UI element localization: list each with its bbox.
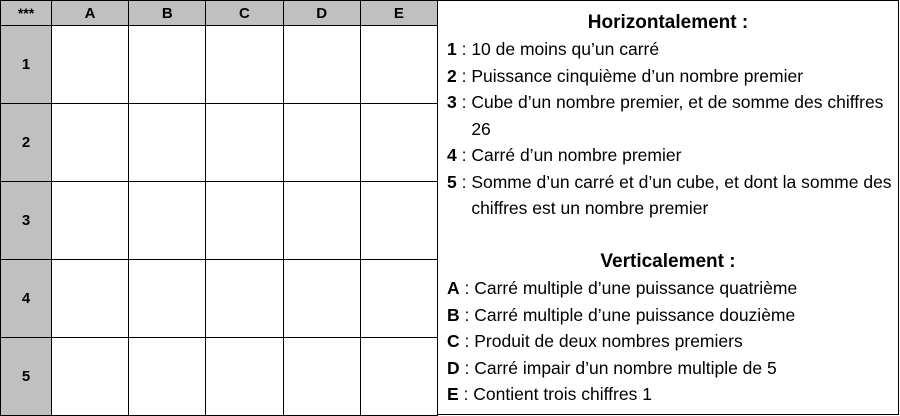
clue-text: Cube d’un nombre premier, et de somme des chiffres 26 bbox=[471, 92, 884, 139]
clue-number: 2 bbox=[447, 65, 457, 86]
row-header: 5 bbox=[1, 338, 52, 416]
grid-row bbox=[1, 338, 438, 416]
grid-cell[interactable] bbox=[283, 26, 360, 104]
clue-number: 1 bbox=[447, 39, 457, 59]
grid-row bbox=[1, 26, 438, 104]
grid-cell[interactable] bbox=[206, 260, 283, 338]
grid-cell[interactable] bbox=[129, 182, 206, 260]
column-header-d: D bbox=[283, 1, 360, 26]
clue-separator: : bbox=[456, 171, 472, 192]
clue-item bbox=[447, 381, 892, 408]
clue-number: E bbox=[447, 384, 459, 404]
clue-separator: : bbox=[456, 92, 472, 112]
clue-number: 5 bbox=[447, 171, 457, 192]
row-header: 3 bbox=[1, 182, 52, 260]
clue-separator: : bbox=[458, 384, 474, 404]
vertical-clues-list bbox=[447, 275, 892, 408]
grid-cell[interactable] bbox=[52, 260, 129, 338]
grid-cell[interactable] bbox=[283, 260, 360, 338]
column-header-b: B bbox=[129, 1, 206, 26]
grid-cell[interactable] bbox=[283, 182, 360, 260]
grid-cell[interactable] bbox=[360, 260, 437, 338]
clue-text: Carré multiple d’une puissance douzième bbox=[474, 304, 796, 325]
column-header-e: E bbox=[360, 1, 437, 26]
row-header: 1 bbox=[1, 26, 52, 104]
clue-text: Somme d’un carré et d’un cube, et dont la somme des chiffres est un nombre premier bbox=[471, 171, 892, 218]
clue-number: 3 bbox=[447, 92, 457, 112]
clue-separator: : bbox=[456, 65, 472, 86]
clue-item bbox=[447, 302, 892, 329]
horizontal-clues-title: Horizontalement : bbox=[587, 12, 749, 33]
crossnumber-grid bbox=[0, 0, 438, 416]
clue-separator: : bbox=[459, 331, 475, 351]
column-header-row bbox=[1, 1, 438, 26]
column-header-c: C bbox=[206, 1, 283, 26]
grid-cell[interactable] bbox=[52, 26, 129, 104]
grid-cell[interactable] bbox=[360, 338, 437, 416]
grid-cell[interactable] bbox=[206, 338, 283, 416]
horizontal-clues-list bbox=[447, 36, 892, 222]
vertical-clues-title: Verticalement : bbox=[600, 251, 736, 272]
clue-separator: : bbox=[459, 357, 475, 378]
clue-item bbox=[447, 169, 892, 222]
clue-number: A bbox=[447, 278, 460, 298]
clue-separator: : bbox=[459, 304, 475, 325]
clue-item bbox=[447, 89, 892, 142]
clue-separator: : bbox=[456, 145, 472, 165]
row-header: 4 bbox=[1, 260, 52, 338]
grid-row bbox=[1, 260, 438, 338]
grid-cell[interactable] bbox=[206, 26, 283, 104]
grid-cell[interactable] bbox=[206, 104, 283, 182]
clue-text: 10 de moins qu’un carré bbox=[471, 39, 660, 59]
clue-separator: : bbox=[459, 278, 475, 298]
grid-cell[interactable] bbox=[52, 104, 129, 182]
clue-item bbox=[447, 328, 892, 355]
row-header: 2 bbox=[1, 104, 52, 182]
clue-number: B bbox=[447, 304, 460, 325]
clue-item bbox=[447, 36, 892, 63]
grid-cell[interactable] bbox=[360, 26, 437, 104]
clue-text: Contient trois chiffres 1 bbox=[473, 384, 652, 404]
grid-corner: *** bbox=[1, 1, 52, 26]
clue-item bbox=[447, 142, 892, 169]
grid-cell[interactable] bbox=[360, 182, 437, 260]
clue-text: Carré impair d’un nombre multiple de 5 bbox=[474, 357, 777, 378]
clue-text: Carré d’un nombre premier bbox=[471, 145, 682, 165]
clue-text: Carré multiple d’une puissance quatrième bbox=[474, 278, 798, 298]
clues-panel bbox=[437, 0, 899, 415]
grid-cell[interactable] bbox=[129, 260, 206, 338]
clue-separator: : bbox=[456, 39, 472, 59]
clue-number: 4 bbox=[447, 145, 457, 165]
grid-cell[interactable] bbox=[283, 104, 360, 182]
grid-row bbox=[1, 182, 438, 260]
grid-cell[interactable] bbox=[52, 338, 129, 416]
clue-item bbox=[447, 63, 892, 90]
grid-cell[interactable] bbox=[129, 104, 206, 182]
clue-number: C bbox=[447, 331, 460, 351]
grid-row bbox=[1, 104, 438, 182]
clue-number: D bbox=[447, 357, 460, 378]
column-header-a: A bbox=[52, 1, 129, 26]
grid-cell[interactable] bbox=[129, 26, 206, 104]
clue-item bbox=[447, 355, 892, 382]
clue-text: Puissance cinquième d’un nombre premier bbox=[471, 65, 804, 86]
grid-cell[interactable] bbox=[206, 182, 283, 260]
clue-text: Produit de deux nombres premiers bbox=[474, 331, 743, 351]
grid-cell[interactable] bbox=[283, 338, 360, 416]
grid-cell[interactable] bbox=[360, 104, 437, 182]
grid-cell[interactable] bbox=[52, 182, 129, 260]
clue-item bbox=[447, 275, 892, 302]
grid-cell[interactable] bbox=[129, 338, 206, 416]
